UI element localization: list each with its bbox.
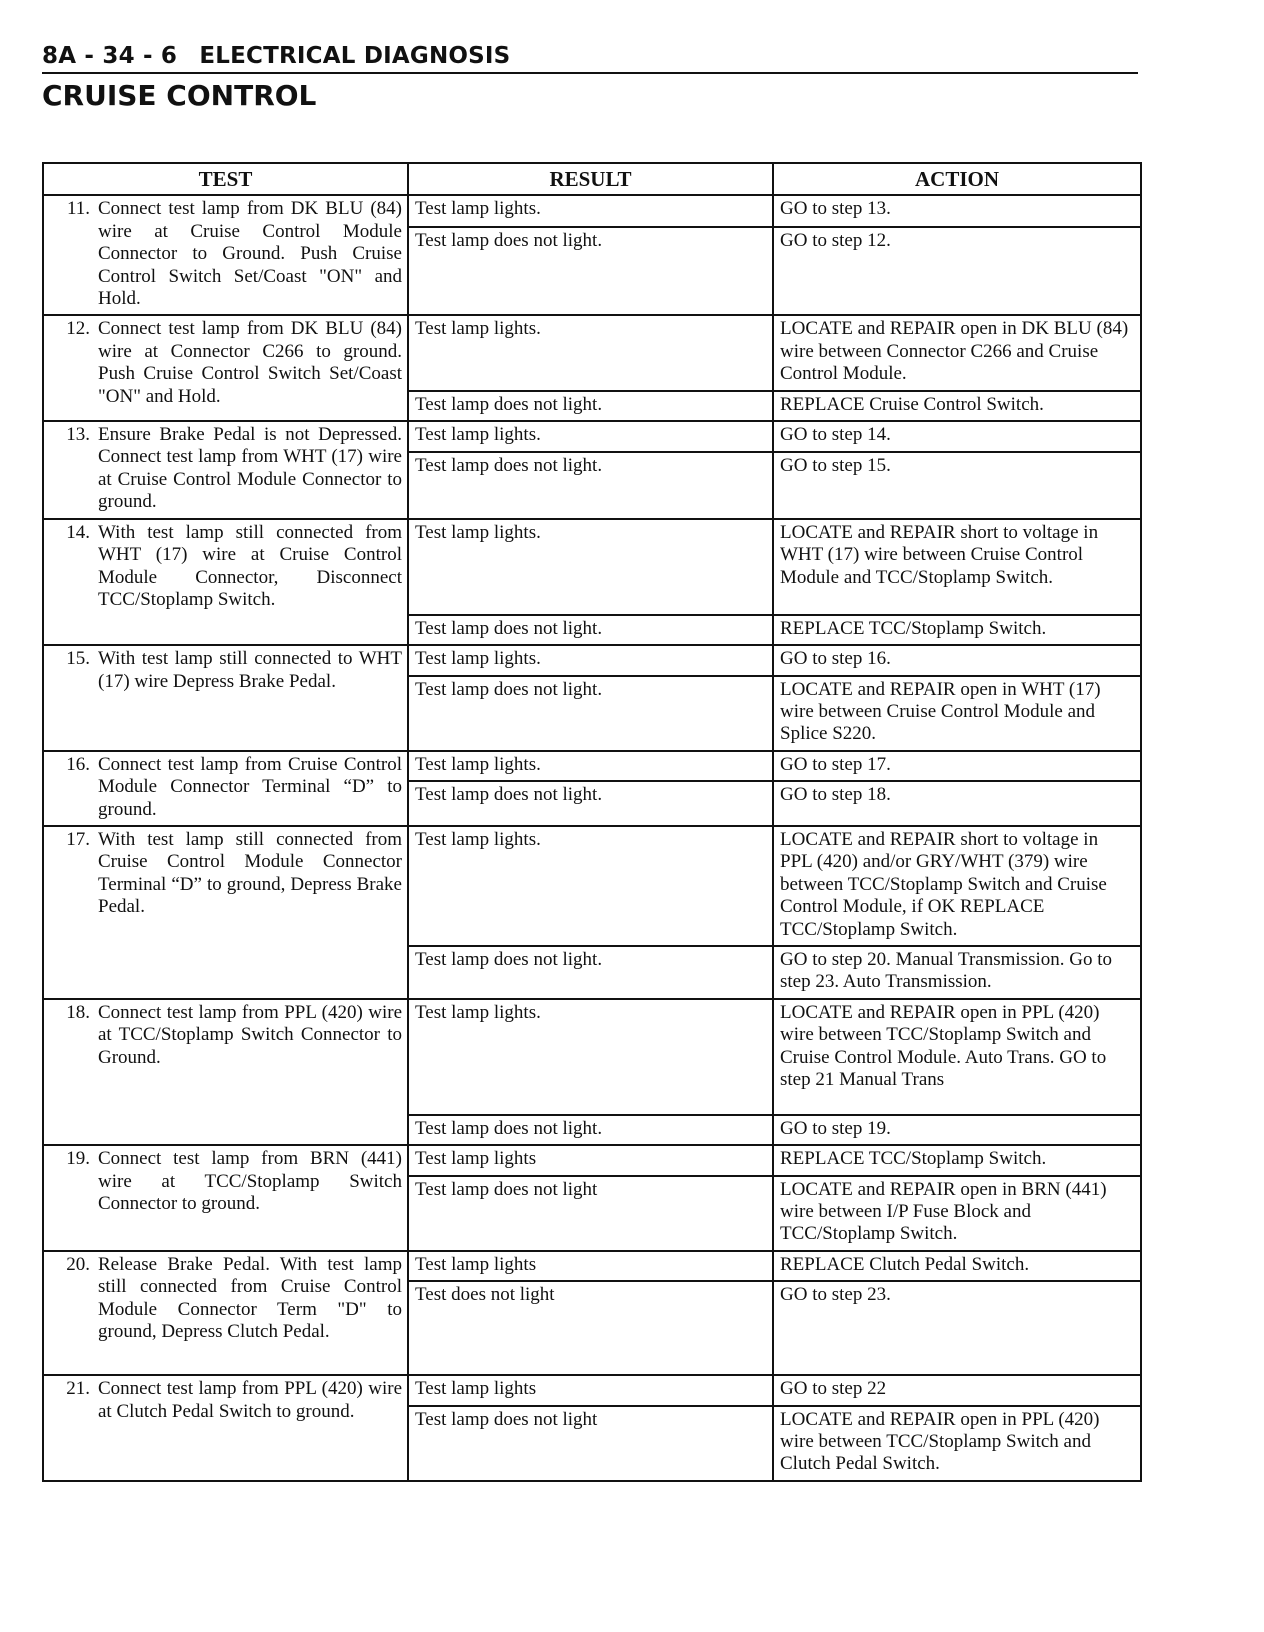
result-cell: Test lamp lights.	[408, 421, 773, 452]
test-cell	[43, 315, 408, 421]
action-cell: LOCATE and REPAIR open in BRN (441) wire between I/P Fuse Block and TCC/Stoplamp Switch.	[773, 1176, 1141, 1251]
test-step	[56, 648, 402, 693]
action-cell: GO to step 18.	[773, 781, 1141, 825]
action-cell: GO to step 20. Manual Transmission. Go to step 23. Auto Transmission.	[773, 946, 1141, 999]
step-instruction: Connect test lamp from PPL (420) wire at TCC/Stoplamp Switch Connector to Ground.	[98, 1001, 402, 1068]
table-body	[43, 195, 1141, 1480]
step-instruction: Ensure Brake Pedal is not Depressed. Connect test lamp from WHT (17) wire at Cruise Control Module Connector to ground.	[98, 424, 402, 513]
table-row	[43, 999, 1141, 1115]
action-cell: LOCATE and REPAIR open in PPL (420) wire between TCC/Stoplamp Switch and Clutch Pedal Switch.	[773, 1406, 1141, 1481]
table-row	[43, 421, 1141, 452]
test-step	[56, 424, 402, 514]
action-cell: LOCATE and REPAIR short to voltage in WHT (17) wire between Cruise Control Module and TCC/Stoplamp Switch.	[773, 519, 1141, 615]
action-cell: GO to step 14.	[773, 421, 1141, 452]
table-row	[43, 195, 1141, 226]
step-number: 21.	[66, 1378, 90, 1400]
test-step	[56, 198, 402, 310]
action-cell: REPLACE Clutch Pedal Switch.	[773, 1251, 1141, 1281]
step-number: 18.	[66, 1001, 90, 1023]
result-cell: Test lamp does not light	[408, 1176, 773, 1251]
column-header-test: TEST	[43, 163, 408, 195]
test-step	[56, 829, 402, 919]
result-cell: Test lamp does not light.	[408, 946, 773, 999]
step-number: 20.	[66, 1253, 90, 1275]
section-heading	[42, 42, 1138, 74]
result-cell: Test lamp lights.	[408, 645, 773, 675]
page-title: CRUISE CONTROL	[42, 79, 317, 112]
step-instruction: Connect test lamp from Cruise Control Module Connector Terminal “D” to ground.	[98, 753, 402, 820]
action-cell: LOCATE and REPAIR open in DK BLU (84) wire between Connector C266 and Cruise Control Module.	[773, 315, 1141, 390]
test-cell	[43, 826, 408, 999]
step-number: 17.	[66, 828, 90, 850]
step-number: 12.	[66, 318, 90, 340]
step-number: 19.	[66, 1148, 90, 1170]
test-cell	[43, 645, 408, 751]
step-number: 13.	[66, 424, 90, 446]
test-cell	[43, 195, 408, 315]
action-cell: GO to step 17.	[773, 751, 1141, 782]
result-cell: Test lamp lights.	[408, 999, 773, 1115]
test-step	[56, 1254, 402, 1344]
result-cell: Test lamp does not light.	[408, 1115, 773, 1145]
test-cell	[43, 999, 408, 1145]
result-cell: Test lamp does not light.	[408, 227, 773, 316]
table-row	[43, 315, 1141, 390]
step-instruction: Connect test lamp from PPL (420) wire at Clutch Pedal Switch to ground.	[98, 1378, 402, 1422]
step-instruction: Connect test lamp from BRN (441) wire at TCC/Stoplamp Switch Connector to ground.	[98, 1148, 402, 1214]
action-cell: LOCATE and REPAIR short to voltage in PPL (420) and/or GRY/WHT (379) wire between TCC/Stoplamp Switch and Cruise Control Module, if OK REPLACE TCC/Stoplamp Switch.	[773, 826, 1141, 946]
table-row	[43, 1375, 1141, 1405]
table-row	[43, 1145, 1141, 1175]
result-cell: Test lamp does not light.	[408, 452, 773, 519]
test-step	[56, 522, 402, 612]
table-row	[43, 751, 1141, 782]
action-cell: GO to step 13.	[773, 195, 1141, 226]
test-cell	[43, 519, 408, 645]
result-cell: Test lamp lights.	[408, 751, 773, 782]
test-step	[56, 754, 402, 821]
test-cell	[43, 751, 408, 826]
section-code: 8A - 34 - 6	[42, 43, 178, 69]
table-row	[43, 1251, 1141, 1281]
test-cell	[43, 1145, 408, 1251]
step-instruction: With test lamp still connected to WHT (17) wire Depress Brake Pedal.	[98, 648, 402, 692]
result-cell: Test lamp does not light.	[408, 391, 773, 421]
result-cell: Test does not light	[408, 1281, 773, 1375]
step-number: 14.	[66, 521, 90, 543]
test-cell	[43, 421, 408, 519]
test-step	[56, 1378, 402, 1423]
step-instruction: Connect test lamp from DK BLU (84) wire at Connector C266 to ground. Push Cruise Control Switch Set/Coast "ON" and Hold.	[98, 318, 402, 407]
table-row	[43, 519, 1141, 615]
page-header	[42, 42, 1138, 114]
result-cell: Test lamp lights.	[408, 315, 773, 390]
column-header-result: RESULT	[408, 163, 773, 195]
test-cell	[43, 1251, 408, 1375]
result-cell: Test lamp does not light.	[408, 676, 773, 751]
action-cell: GO to step 19.	[773, 1115, 1141, 1145]
result-cell: Test lamp lights.	[408, 519, 773, 615]
table-row	[43, 826, 1141, 946]
action-cell: REPLACE TCC/Stoplamp Switch.	[773, 1145, 1141, 1175]
result-cell: Test lamp lights.	[408, 195, 773, 226]
action-cell: REPLACE Cruise Control Switch.	[773, 391, 1141, 421]
action-cell: GO to step 23.	[773, 1281, 1141, 1375]
table-row	[43, 645, 1141, 675]
step-number: 11.	[66, 198, 90, 220]
action-cell: LOCATE and REPAIR open in PPL (420) wire between TCC/Stoplamp Switch and Cruise Control Module. Auto Trans. GO to step 21 Manual Trans	[773, 999, 1141, 1115]
action-cell: GO to step 22	[773, 1375, 1141, 1405]
step-instruction: With test lamp still connected from Cruise Control Module Connector Terminal “D” to ground, Depress Brake Pedal.	[98, 828, 402, 918]
action-cell: GO to step 12.	[773, 227, 1141, 316]
result-cell: Test lamp lights	[408, 1375, 773, 1405]
step-instruction: With test lamp still connected from WHT (17) wire at Cruise Control Module Connector, Disconnect TCC/Stoplamp Switch.	[98, 521, 402, 610]
test-step	[56, 318, 402, 408]
step-instruction: Connect test lamp from DK BLU (84) wire at Cruise Control Module Connector to Ground. Push Cruise Control Switch Set/Coast "ON" and Hold.	[98, 198, 402, 310]
result-cell: Test lamp does not light.	[408, 615, 773, 645]
result-cell: Test lamp does not light	[408, 1406, 773, 1481]
step-instruction: Release Brake Pedal. With test lamp still connected from Cruise Control Module Connector Term "D" to ground, Depress Clutch Pedal.	[98, 1253, 402, 1343]
step-number: 15.	[66, 648, 90, 670]
action-cell: REPLACE TCC/Stoplamp Switch.	[773, 615, 1141, 645]
section-title: ELECTRICAL DIAGNOSIS	[199, 43, 511, 69]
column-header-action: ACTION	[773, 163, 1141, 195]
test-step	[56, 1002, 402, 1069]
result-cell: Test lamp does not light.	[408, 781, 773, 825]
action-cell: GO to step 16.	[773, 645, 1141, 675]
test-cell	[43, 1375, 408, 1481]
result-cell: Test lamp lights.	[408, 826, 773, 946]
action-cell: LOCATE and REPAIR open in WHT (17) wire between Cruise Control Module and Splice S220.	[773, 676, 1141, 751]
result-cell: Test lamp lights	[408, 1251, 773, 1281]
diagnosis-table	[42, 162, 1142, 1482]
action-cell: GO to step 15.	[773, 452, 1141, 519]
step-number: 16.	[66, 753, 90, 775]
table-header-row	[43, 163, 1141, 195]
test-step	[56, 1148, 402, 1215]
result-cell: Test lamp lights	[408, 1145, 773, 1175]
